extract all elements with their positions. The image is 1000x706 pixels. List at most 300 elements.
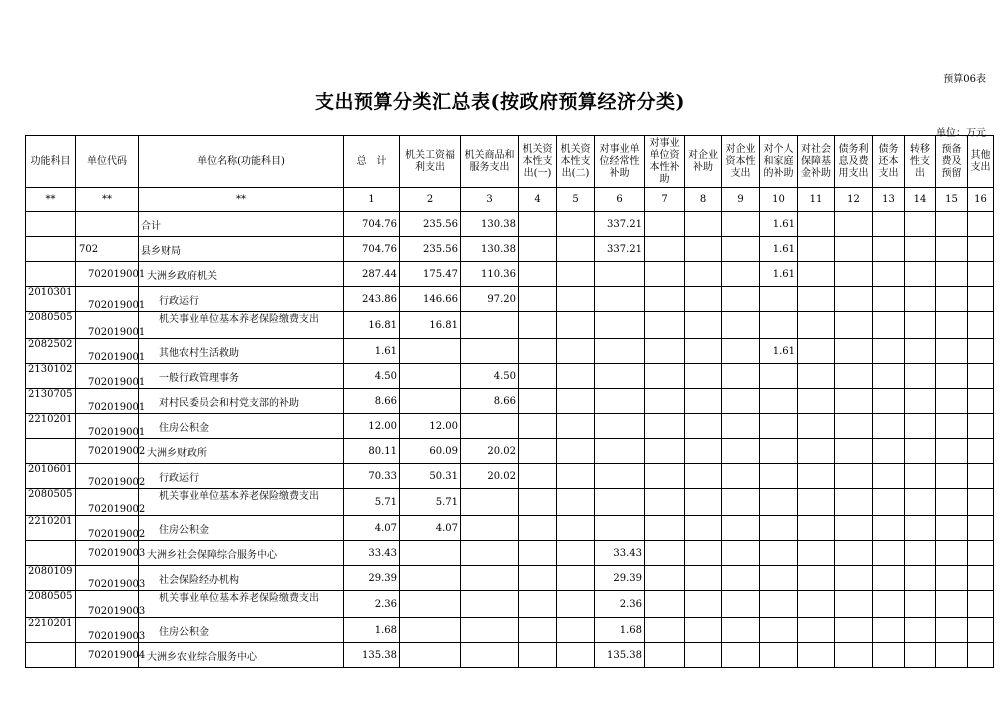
amount-cell [519, 262, 557, 287]
amount-cell [685, 414, 722, 439]
amount-cell: 5.71 [344, 489, 400, 516]
amount-cell [461, 541, 519, 566]
amount-cell [835, 414, 873, 439]
amount-cell: 1.61 [760, 262, 798, 287]
amount-cell: 8.66 [344, 389, 400, 414]
amount-cell [519, 591, 557, 618]
amount-cell: 110.36 [461, 262, 519, 287]
amount-cell: 337.21 [595, 237, 645, 262]
amount-cell [519, 516, 557, 541]
unit-name-cell: 机关事业单位基本养老保险缴费支出 [139, 591, 344, 618]
header-row [26, 136, 994, 188]
function-code-cell [26, 262, 76, 287]
amount-cell [400, 591, 461, 618]
amount-cell [519, 287, 557, 312]
amount-cell [645, 516, 685, 541]
amount-cell [722, 643, 760, 668]
amount-cell [968, 464, 994, 489]
amount-cell [519, 541, 557, 566]
amount-cell: 135.38 [595, 643, 645, 668]
amount-cell [557, 618, 595, 643]
amount-cell [685, 339, 722, 364]
column-index-cell: 14 [905, 188, 936, 212]
column-index-cell: 11 [798, 188, 835, 212]
unit-code-cell: 702019002 [76, 516, 139, 541]
amount-cell: 2.36 [595, 591, 645, 618]
amount-cell [557, 389, 595, 414]
amount-cell [722, 566, 760, 591]
amount-cell [905, 618, 936, 643]
column-header: 单位代码 [76, 136, 139, 188]
amount-cell [968, 414, 994, 439]
function-code-cell: 2010301 [26, 287, 76, 312]
amount-cell: 70.33 [344, 464, 400, 489]
column-index-cell: 5 [557, 188, 595, 212]
function-code-cell: 2210201 [26, 516, 76, 541]
amount-cell [760, 439, 798, 464]
amount-cell [936, 212, 968, 237]
amount-cell: 33.43 [595, 541, 645, 566]
amount-cell: 1.68 [344, 618, 400, 643]
amount-cell [905, 643, 936, 668]
amount-cell [968, 516, 994, 541]
amount-cell: 235.56 [400, 237, 461, 262]
amount-cell [798, 262, 835, 287]
amount-cell [835, 389, 873, 414]
amount-cell [685, 566, 722, 591]
amount-cell [936, 339, 968, 364]
amount-cell [685, 541, 722, 566]
amount-cell [519, 643, 557, 668]
amount-cell: 4.07 [400, 516, 461, 541]
amount-cell [519, 414, 557, 439]
amount-cell [645, 237, 685, 262]
amount-cell [400, 541, 461, 566]
amount-cell: 2.36 [344, 591, 400, 618]
amount-cell [873, 541, 905, 566]
amount-cell [760, 489, 798, 516]
amount-cell: 5.71 [400, 489, 461, 516]
amount-cell [595, 312, 645, 339]
amount-cell [798, 364, 835, 389]
amount-cell [722, 262, 760, 287]
function-code-cell: 2082502 [26, 339, 76, 364]
amount-cell [936, 312, 968, 339]
unit-code-cell: 702 [76, 237, 139, 262]
amount-cell [936, 287, 968, 312]
amount-cell [595, 262, 645, 287]
amount-cell [936, 566, 968, 591]
column-index-cell: 16 [968, 188, 994, 212]
amount-cell [557, 262, 595, 287]
amount-cell: 130.38 [461, 212, 519, 237]
amount-cell: 12.00 [344, 414, 400, 439]
amount-cell: 1.61 [760, 339, 798, 364]
amount-cell [798, 439, 835, 464]
amount-cell [685, 643, 722, 668]
amount-cell [722, 414, 760, 439]
column-index-cell: 7 [645, 188, 685, 212]
table-row [26, 262, 994, 287]
unit-name-cell: 其他农村生活救助 [139, 339, 344, 364]
amount-cell [760, 312, 798, 339]
amount-cell [936, 364, 968, 389]
unit-code-cell: 702019001 [76, 312, 139, 339]
amount-cell [835, 489, 873, 516]
unit-name-cell: 机关事业单位基本养老保险缴费支出 [139, 312, 344, 339]
function-code-cell [26, 212, 76, 237]
table-row [26, 489, 994, 516]
amount-cell [645, 618, 685, 643]
amount-cell [968, 643, 994, 668]
table-row [26, 541, 994, 566]
amount-cell [760, 516, 798, 541]
column-index-cell: 9 [722, 188, 760, 212]
column-header: 对企业资本性支出 [722, 136, 760, 188]
table-row [26, 618, 994, 643]
amount-cell [557, 364, 595, 389]
amount-cell [461, 591, 519, 618]
amount-cell [760, 566, 798, 591]
column-header: 其他支出 [968, 136, 994, 188]
amount-cell [835, 541, 873, 566]
amount-cell: 4.50 [461, 364, 519, 389]
amount-cell [936, 541, 968, 566]
table-row [26, 312, 994, 339]
column-index-cell: 13 [873, 188, 905, 212]
unit-name-cell: 一般行政管理事务 [139, 364, 344, 389]
amount-cell [936, 237, 968, 262]
amount-cell: 704.76 [344, 237, 400, 262]
unit-name-cell: 机关事业单位基本养老保险缴费支出 [139, 489, 344, 516]
column-index-cell: 2 [400, 188, 461, 212]
amount-cell [519, 618, 557, 643]
amount-cell: 80.11 [344, 439, 400, 464]
amount-cell: 4.50 [344, 364, 400, 389]
amount-cell [645, 489, 685, 516]
amount-cell [760, 287, 798, 312]
table-row [26, 364, 994, 389]
unit-code-cell [76, 212, 139, 237]
column-index-cell: ** [76, 188, 139, 212]
amount-cell [645, 591, 685, 618]
amount-cell [722, 618, 760, 643]
amount-cell: 287.44 [344, 262, 400, 287]
function-code-cell [26, 541, 76, 566]
amount-cell [557, 439, 595, 464]
column-header: 总 计 [344, 136, 400, 188]
amount-cell [595, 516, 645, 541]
amount-cell [798, 516, 835, 541]
amount-cell: 243.86 [344, 287, 400, 312]
amount-cell [760, 364, 798, 389]
amount-cell [595, 439, 645, 464]
amount-cell [519, 439, 557, 464]
column-index-cell: 15 [936, 188, 968, 212]
amount-cell [461, 618, 519, 643]
amount-cell [519, 339, 557, 364]
column-header: 机关商品和服务支出 [461, 136, 519, 188]
column-header: 机关资本性支出(二) [557, 136, 595, 188]
amount-cell [645, 643, 685, 668]
amount-cell [760, 591, 798, 618]
table-row [26, 414, 994, 439]
unit-name-cell: 大洲乡财政所 [139, 439, 344, 464]
function-code-cell [26, 237, 76, 262]
amount-cell [936, 489, 968, 516]
amount-cell [645, 339, 685, 364]
amount-cell [685, 489, 722, 516]
unit-code-cell: 702019002 [76, 489, 139, 516]
amount-cell [557, 312, 595, 339]
amount-cell [835, 591, 873, 618]
table-row [26, 516, 994, 541]
amount-cell: 135.38 [344, 643, 400, 668]
unit-name-cell: 合计 [139, 212, 344, 237]
amount-cell [798, 643, 835, 668]
unit-code-cell: 702019001 [76, 389, 139, 414]
amount-cell [645, 439, 685, 464]
amount-cell [557, 566, 595, 591]
amount-cell [400, 618, 461, 643]
amount-cell [873, 389, 905, 414]
amount-cell [645, 541, 685, 566]
amount-cell [645, 464, 685, 489]
amount-cell [722, 364, 760, 389]
amount-cell [760, 618, 798, 643]
column-header: 单位名称(功能科目) [139, 136, 344, 188]
amount-cell [873, 591, 905, 618]
amount-cell [461, 643, 519, 668]
amount-cell [519, 237, 557, 262]
amount-cell [557, 339, 595, 364]
amount-cell [835, 212, 873, 237]
amount-cell [798, 541, 835, 566]
amount-cell [557, 541, 595, 566]
function-code-cell: 2130102 [26, 364, 76, 389]
unit-code-cell: 702019003 [76, 591, 139, 618]
column-index-cell: ** [139, 188, 344, 212]
amount-cell [722, 439, 760, 464]
amount-cell [905, 439, 936, 464]
unit-name-cell: 社会保险经办机构 [139, 566, 344, 591]
column-index-cell: 4 [519, 188, 557, 212]
amount-cell [760, 389, 798, 414]
amount-cell [798, 591, 835, 618]
column-index-cell: 12 [835, 188, 873, 212]
amount-cell [557, 489, 595, 516]
amount-cell: 20.02 [461, 464, 519, 489]
function-code-cell: 2130705 [26, 389, 76, 414]
amount-cell: 146.66 [400, 287, 461, 312]
amount-cell [760, 464, 798, 489]
unit-name-cell: 对村民委员会和村党支部的补助 [139, 389, 344, 414]
amount-cell [722, 516, 760, 541]
amount-cell [722, 339, 760, 364]
amount-cell [968, 618, 994, 643]
amount-cell [722, 237, 760, 262]
amount-cell [519, 389, 557, 414]
amount-cell [873, 643, 905, 668]
unit-code-cell: 702019001 [76, 339, 139, 364]
amount-cell [798, 312, 835, 339]
amount-cell [905, 364, 936, 389]
amount-cell [760, 414, 798, 439]
function-code-cell: 2210201 [26, 414, 76, 439]
unit-code-cell: 702019003 [76, 541, 139, 566]
amount-cell [595, 287, 645, 312]
amount-cell [835, 287, 873, 312]
column-header: 对企业补助 [685, 136, 722, 188]
amount-cell [873, 287, 905, 312]
amount-cell: 16.81 [344, 312, 400, 339]
amount-cell [873, 339, 905, 364]
amount-cell [936, 464, 968, 489]
function-code-cell: 2080505 [26, 312, 76, 339]
amount-cell: 29.39 [595, 566, 645, 591]
amount-cell [798, 339, 835, 364]
amount-cell [400, 389, 461, 414]
amount-cell [835, 516, 873, 541]
amount-cell [595, 339, 645, 364]
unit-name-cell: 大洲乡社会保障综合服务中心 [139, 541, 344, 566]
amount-cell [968, 591, 994, 618]
amount-cell: 29.39 [344, 566, 400, 591]
amount-cell: 4.07 [344, 516, 400, 541]
unit-name-cell: 住房公积金 [139, 414, 344, 439]
unit-code-cell: 702019002 [76, 464, 139, 489]
amount-cell [685, 591, 722, 618]
amount-cell [798, 618, 835, 643]
amount-cell [557, 237, 595, 262]
amount-cell [595, 489, 645, 516]
amount-cell [835, 237, 873, 262]
amount-cell [519, 364, 557, 389]
amount-cell [936, 618, 968, 643]
amount-cell [461, 312, 519, 339]
unit-code-cell: 702019001 [76, 287, 139, 312]
function-code-cell [26, 439, 76, 464]
amount-cell: 60.09 [400, 439, 461, 464]
amount-cell: 1.61 [760, 237, 798, 262]
function-code-cell: 2080505 [26, 591, 76, 618]
amount-cell [557, 516, 595, 541]
column-index-row [26, 188, 994, 212]
column-header: 机关工资福利支出 [400, 136, 461, 188]
amount-cell [798, 464, 835, 489]
amount-cell [905, 541, 936, 566]
amount-cell [968, 287, 994, 312]
amount-cell [936, 262, 968, 287]
table-row [26, 439, 994, 464]
amount-cell [835, 262, 873, 287]
amount-cell [873, 237, 905, 262]
amount-cell [968, 364, 994, 389]
unit-name-cell: 行政运行 [139, 287, 344, 312]
amount-cell [835, 618, 873, 643]
amount-cell: 1.61 [760, 212, 798, 237]
amount-cell [557, 212, 595, 237]
amount-cell [798, 389, 835, 414]
amount-cell [645, 414, 685, 439]
amount-cell [400, 339, 461, 364]
amount-cell [905, 414, 936, 439]
amount-cell [835, 464, 873, 489]
amount-cell [595, 389, 645, 414]
unit-code-cell: 702019003 [76, 618, 139, 643]
column-header: 债务还本支出 [873, 136, 905, 188]
amount-cell [557, 464, 595, 489]
table-row [26, 464, 994, 489]
amount-cell [873, 464, 905, 489]
amount-cell [873, 516, 905, 541]
amount-cell [905, 237, 936, 262]
amount-cell [557, 287, 595, 312]
amount-cell [873, 312, 905, 339]
amount-cell: 20.02 [461, 439, 519, 464]
amount-cell [835, 439, 873, 464]
table-row [26, 212, 994, 237]
amount-cell [873, 566, 905, 591]
amount-cell [968, 237, 994, 262]
amount-cell [557, 414, 595, 439]
column-index-cell: 3 [461, 188, 519, 212]
table-row [26, 591, 994, 618]
amount-cell [722, 212, 760, 237]
column-header: 债务利息及费用支出 [835, 136, 873, 188]
amount-cell [835, 643, 873, 668]
amount-cell [835, 312, 873, 339]
amount-cell [835, 339, 873, 364]
amount-cell [760, 643, 798, 668]
amount-cell [645, 312, 685, 339]
amount-cell [873, 439, 905, 464]
column-header: 转移性支出 [905, 136, 936, 188]
amount-cell: 33.43 [344, 541, 400, 566]
amount-cell [557, 591, 595, 618]
function-code-cell: 2210201 [26, 618, 76, 643]
unit-code-cell: 702019002 [76, 439, 139, 464]
table-row [26, 237, 994, 262]
amount-cell [595, 364, 645, 389]
column-index-cell: 1 [344, 188, 400, 212]
table-row [26, 566, 994, 591]
amount-cell [905, 389, 936, 414]
amount-cell [835, 364, 873, 389]
amount-cell: 8.66 [461, 389, 519, 414]
amount-cell [722, 591, 760, 618]
amount-cell [968, 312, 994, 339]
amount-cell [400, 643, 461, 668]
amount-cell [722, 287, 760, 312]
amount-cell [722, 389, 760, 414]
unit-code-cell: 702019001 [76, 414, 139, 439]
amount-cell [595, 414, 645, 439]
amount-cell [685, 516, 722, 541]
amount-cell: 1.68 [595, 618, 645, 643]
function-code-cell: 2010601 [26, 464, 76, 489]
amount-cell [685, 464, 722, 489]
function-code-cell: 2080505 [26, 489, 76, 516]
function-code-cell [26, 643, 76, 668]
amount-cell [873, 262, 905, 287]
amount-cell [968, 489, 994, 516]
amount-cell [905, 312, 936, 339]
amount-cell [519, 312, 557, 339]
amount-cell [798, 489, 835, 516]
amount-cell: 337.21 [595, 212, 645, 237]
amount-cell [557, 643, 595, 668]
